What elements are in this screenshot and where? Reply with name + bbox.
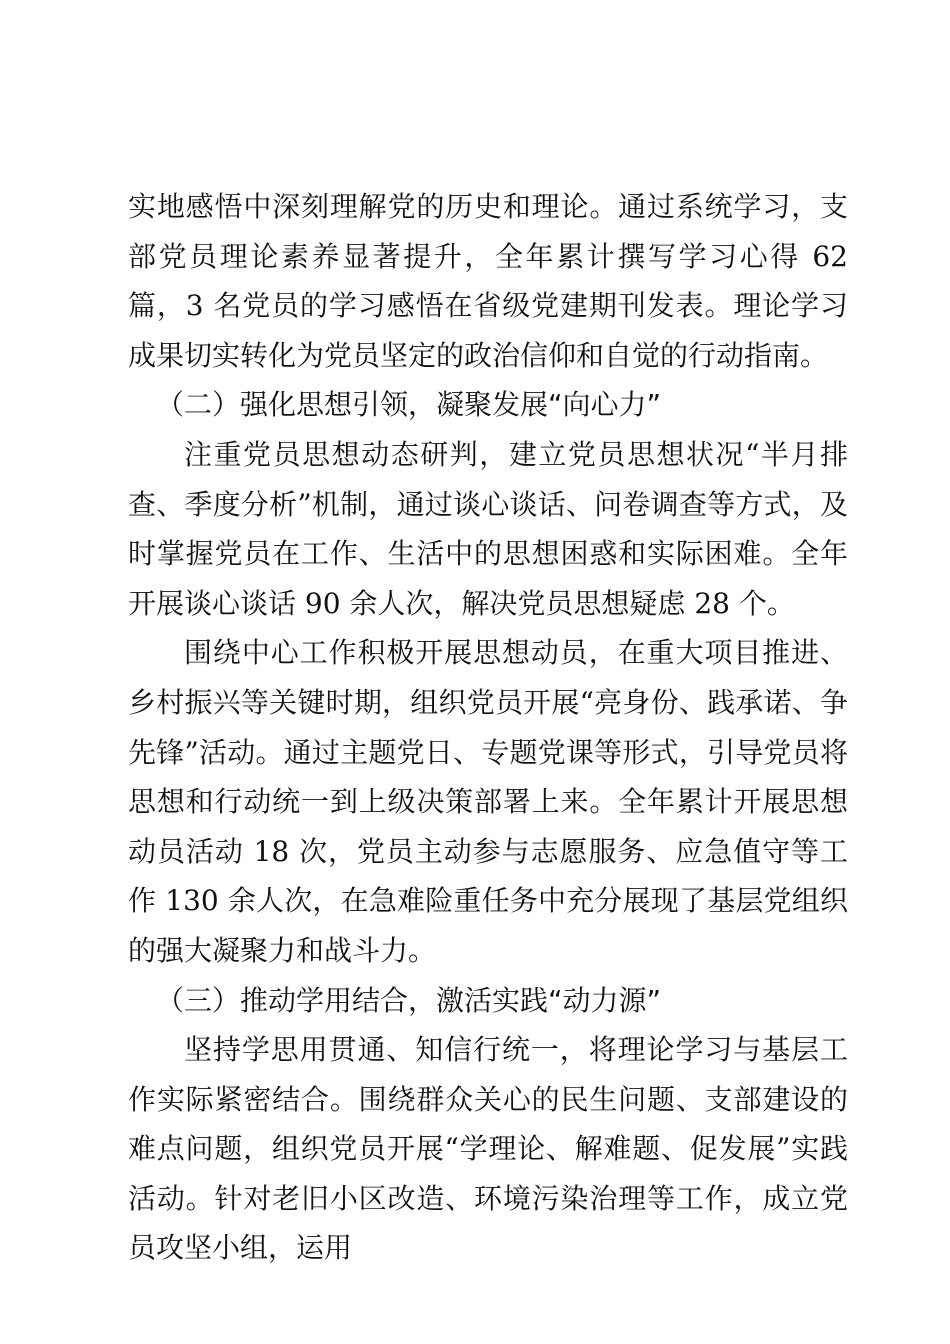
- document-body: [128, 182, 848, 1273]
- paragraph-continued: 实地感悟中深刻理解党的历史和理论。通过系统学习，支部党员理论素养显著提升，全年累计撰写学习心得 62 篇，3 名党员的学习感悟在省级党建期刊发表。理论学习成果切实转化为党员坚定的政治信仰和自觉的行动指南。: [128, 190, 848, 372]
- section-heading-3: （三）推动学用结合，激活实践“动力源”: [156, 983, 662, 1017]
- section-heading-2: （二）强化思想引领，凝聚发展“向心力”: [156, 388, 662, 422]
- paragraph-thought-monitoring: 注重党员思想动态研判，建立党员思想状况“半月排查、季度分析”机制，通过谈心谈话、问卷调查等方式，及时掌握党员在工作、生活中的思想困惑和实际困难。全年开展谈心谈话 90 余人次，解决党员思想疑虑 28 个。: [128, 437, 848, 620]
- paragraph-learning-practice: 坚持学思用贯通、知信行统一，将理论学习与基层工作实际紧密结合。围绕群众关心的民生问题、支部建设的难点问题，组织党员开展“学理论、解难题、促发展”实践活动。针对老旧小区改造、环境污染治理等工作，成立党员攻坚小组，运用: [128, 1033, 848, 1265]
- paragraph-thought-mobilization: 围绕中心工作积极开展思想动员，在重大项目推进、乡村振兴等关键时期，组织党员开展“亮身份、践承诺、争先锋”活动。通过主题党日、专题党课等形式，引导党员将思想和行动统一到上级决策部署上来。全年累计开展思想动员活动 18 次，党员主动参与志愿服务、应急值守等工作 130 余人次，在急难险重任务中充分展现了基层党组织的强大凝聚力和战斗力。: [128, 636, 848, 967]
